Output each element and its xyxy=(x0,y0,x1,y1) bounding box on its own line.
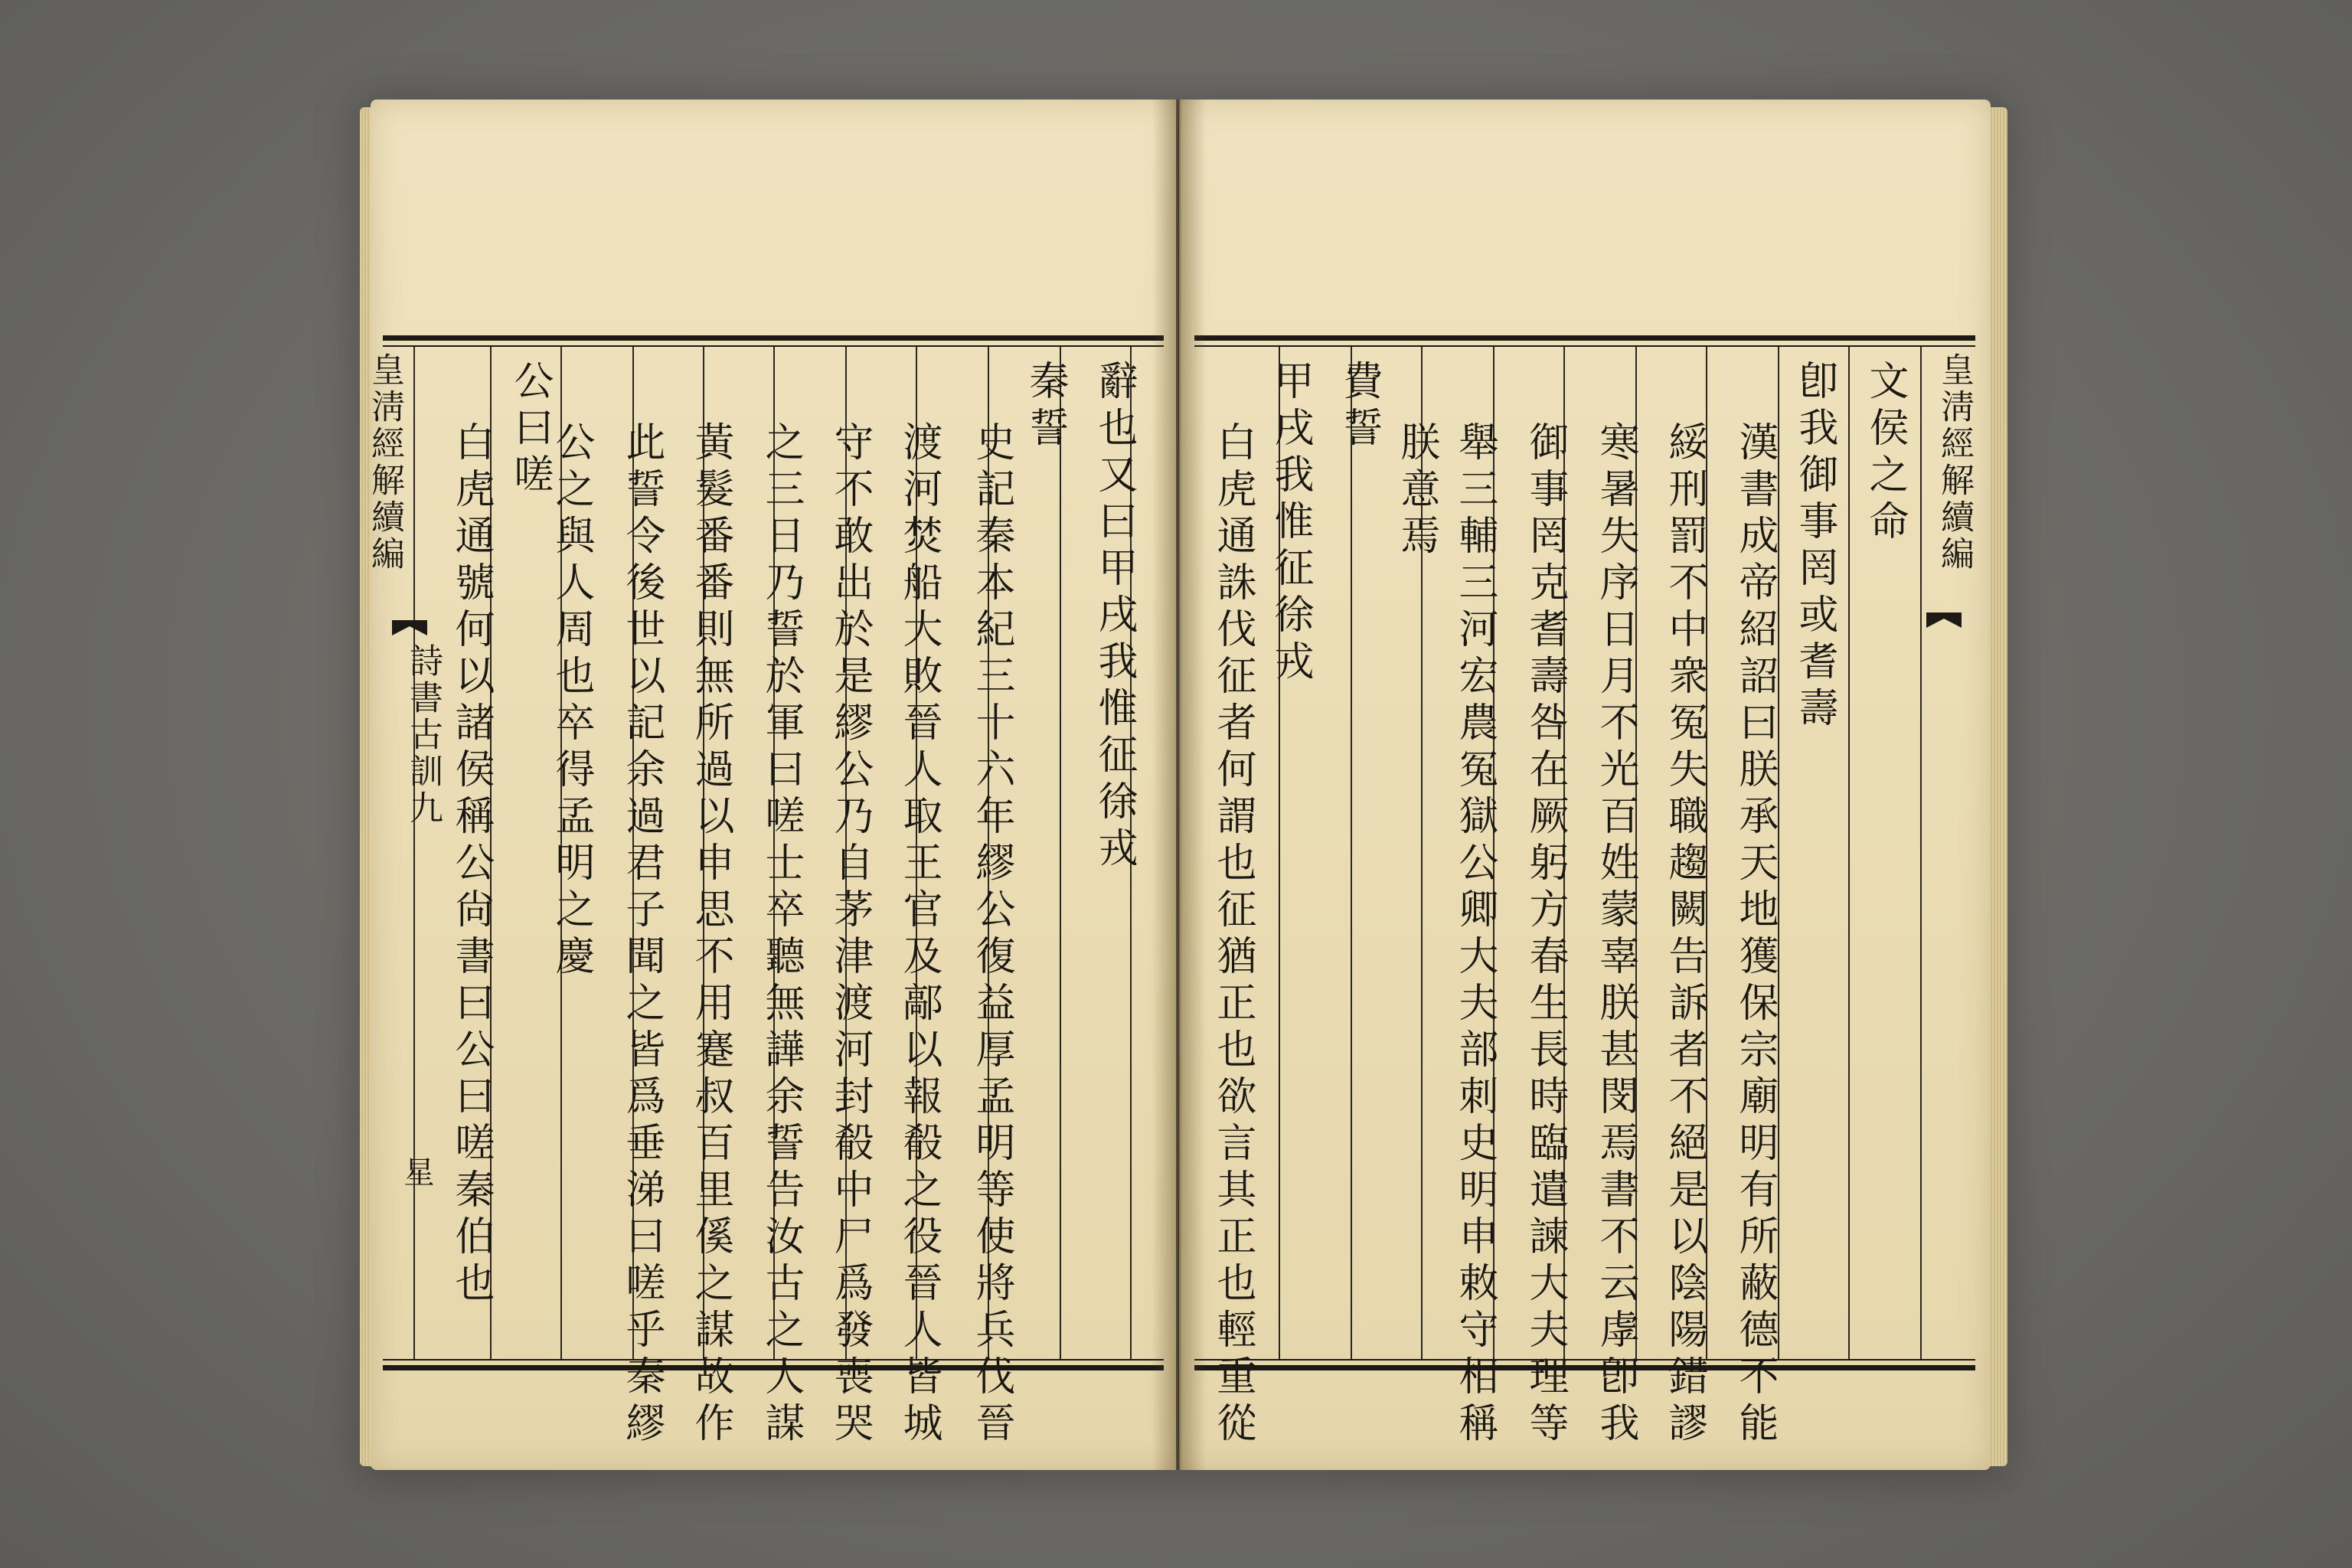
text-column: 朕意焉 xyxy=(1393,421,1439,561)
text-column: 白虎通號何以諸侯稱公尙書曰公曰嗟秦伯也 xyxy=(448,421,494,1308)
column-rule xyxy=(1920,347,1922,1359)
left-banxin-section: 詩書古訓九 xyxy=(403,643,443,827)
text-column: 綏刑罰不中衆冤失職趨闕告訴者不絕是以陰陽錯謬 xyxy=(1661,421,1707,1449)
book-gutter xyxy=(1152,100,1206,1470)
column-rule xyxy=(1778,347,1779,1359)
text-column: 卽我御事罔或耆壽 xyxy=(1792,360,1838,733)
text-column: 之三日乃誓於軍曰嗟士卒聽無譁余誓告汝古之人謀 xyxy=(758,421,804,1449)
right-banxin-title: 皇淸經解續編 xyxy=(1935,352,1974,573)
left-banxin-title: 皇淸經解續編 xyxy=(365,352,404,573)
section-heading: 文侯之命 xyxy=(1862,360,1908,547)
text-column: 守不敢出於是繆公乃自茅津渡河封殽中尸爲發喪哭 xyxy=(827,421,873,1449)
text-column: 渡河焚船大敗晉人取王官及鄗以報殽之役晉人皆城 xyxy=(896,421,942,1449)
section-heading: 費誓 xyxy=(1336,360,1382,453)
section-heading: 秦誓 xyxy=(1022,360,1068,453)
column-rule xyxy=(413,347,415,1359)
text-column: 漢書成帝紹詔曰朕承天地獲保宗廟明有所蔽德不能 xyxy=(1732,421,1778,1449)
text-column: 舉三輔三河宏農冤獄公卿大夫部刺史明申敕守相稱 xyxy=(1452,421,1498,1449)
text-column: 辭也又曰甲戌我惟征徐戎 xyxy=(1091,360,1137,874)
leaf-number: 星 xyxy=(399,1156,434,1187)
text-column: 此誓令後世以記余過君子聞之皆爲垂涕曰嗟乎秦繆 xyxy=(619,421,665,1449)
text-column: 史記秦本紀三十六年繆公復益厚孟明等使將兵伐晉 xyxy=(969,421,1014,1449)
column-rule xyxy=(1351,347,1352,1359)
text-column: 御事罔克耆壽咎在厥躬方春生長時臨遣諫大夫理等 xyxy=(1522,421,1568,1449)
text-column: 公之與人周也卒得孟明之慶 xyxy=(548,421,594,982)
frame-rule xyxy=(1194,1359,1975,1361)
text-column: 寒暑失序日月不光百姓蒙辜朕甚閔焉書不云虖卽我 xyxy=(1592,421,1638,1449)
text-column: 黃髮番番則無所過以申思不用蹇叔百里傒之謀故作 xyxy=(688,421,733,1449)
text-column: 白虎通誅伐征者何謂也征猶正也欲言其正也輕重從 xyxy=(1210,421,1256,1449)
column-rule xyxy=(1060,347,1061,1359)
section-heading: 公曰嗟 xyxy=(507,360,553,500)
column-rule xyxy=(1848,347,1850,1359)
frame-rule xyxy=(1194,345,1975,347)
text-column: 甲戌我惟征徐戎 xyxy=(1267,360,1313,687)
